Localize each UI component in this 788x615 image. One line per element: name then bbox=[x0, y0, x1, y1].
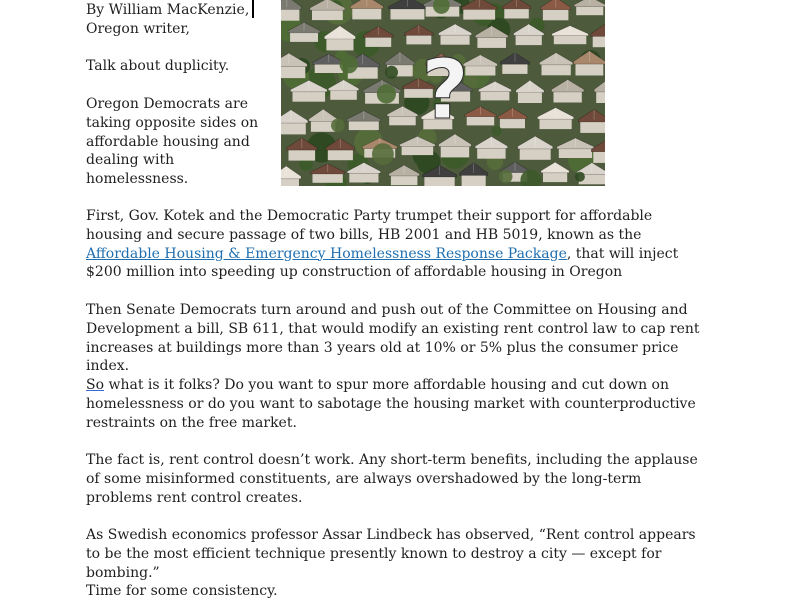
paragraph-rent-control: The fact is, rent control doesn’t work. Any short-term benefits, including the applause of some misinformed constituents, are always overshadowed by the long-term problems rent control creates. bbox=[86, 452, 698, 506]
paragraph-senate-democrats: Then Senate Democrats turn around and push out of the Committee on Housing and Development a bill, SB 611, that would modify an existing rent control law to cap rent increases at buildings more than 3 years old at 10% or 5% plus the consumer price index. bbox=[86, 302, 700, 375]
house-rooftops-photo bbox=[281, 0, 605, 186]
para3-rest: what is it folks? Do you want to spur more affordable housing and cut down on homelessness or do you want to sabotage the housing market with counterproductive restraints on the free market. bbox=[86, 377, 696, 431]
question-mark-overlay: ? bbox=[421, 43, 469, 138]
para1-text-after: , that will inject $200 million into speeding up construction of affordable housing in Oregon bbox=[86, 245, 679, 281]
byline bbox=[86, 1, 256, 39]
so-word: So bbox=[86, 377, 105, 393]
democrats-paragraph: Oregon Democrats are taking opposite sides on affordable housing and dealing with homelessness. bbox=[86, 96, 259, 188]
byline-role: Oregon writer, bbox=[86, 20, 190, 37]
paragraph-closing: Time for some consistency. bbox=[86, 583, 278, 599]
affordable-housing-package-link[interactable]: Affordable Housing & Emergency Homelessness Response Package bbox=[86, 245, 567, 262]
para1-text-before: First, Gov. Kotek and the Democratic Party trumpet their support for affordable housing and secure passage of two bills, HB 2001 and HB 5019, known as the bbox=[86, 208, 653, 243]
intro-paragraph: Talk about duplicity. bbox=[86, 58, 230, 74]
photo-image bbox=[281, 0, 605, 186]
paragraph-affordable-housing bbox=[86, 207, 711, 282]
byline-author: By William MacKenzie, bbox=[86, 2, 250, 18]
paragraph-lindbeck-quote: As Swedish economics professor Assar Lindbeck has observed, “Rent control appears to be the most efficient technique presently known to destroy a city — except for bombing.” bbox=[86, 527, 696, 581]
paragraph-question bbox=[86, 376, 711, 432]
text-cursor bbox=[252, 0, 254, 18]
